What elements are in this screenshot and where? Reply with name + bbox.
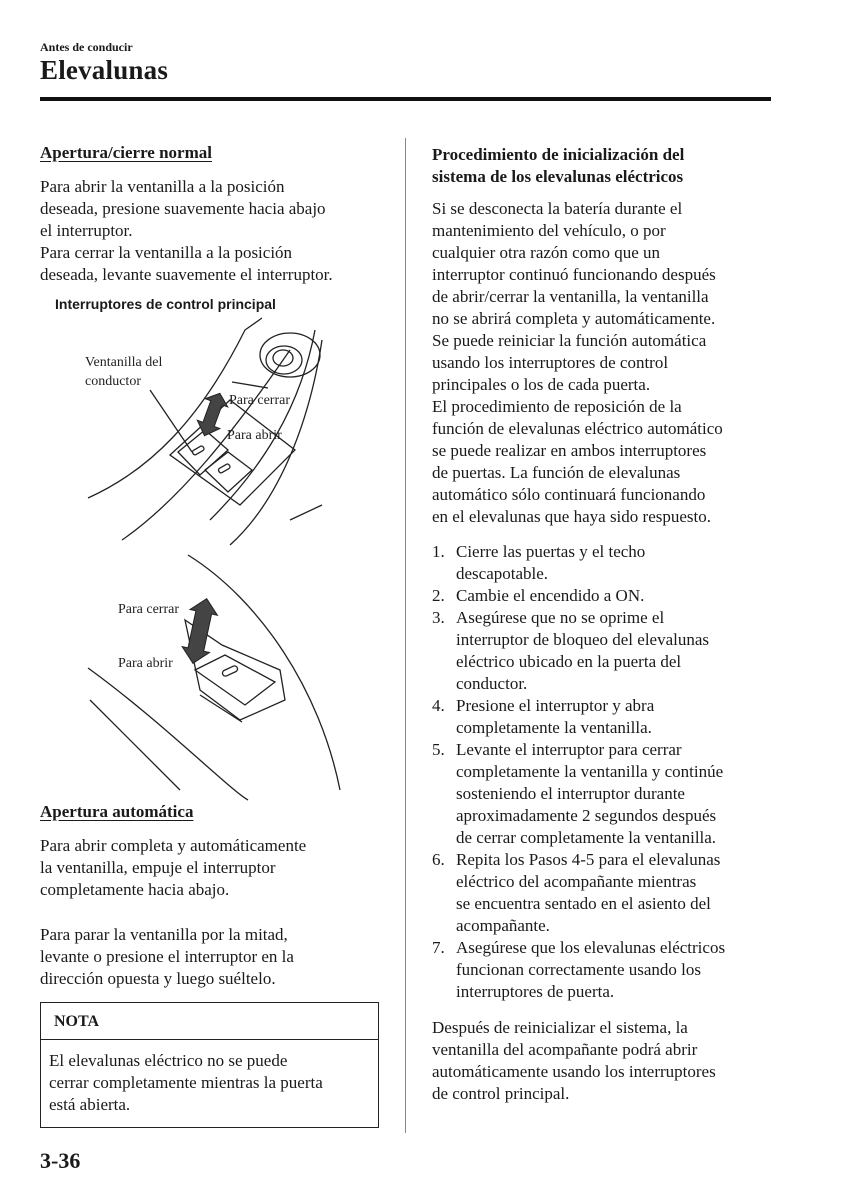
note-box [40, 1002, 379, 1128]
normal-operation-heading: Apertura/cierre normal [40, 143, 212, 162]
section-label: Antes de conducir [40, 40, 133, 54]
label-open-bottom: Para abrir [118, 656, 173, 671]
list-item: 3. Asegúrese que no se oprime el interruptor de bloqueo del elevalunas eléctrico ubicado en la puerta del conductor. [432, 608, 710, 693]
label-driver-window: Ventanilla del conductor [85, 355, 163, 389]
label-close-bottom: Para cerrar [118, 602, 180, 617]
normal-operation-open-text: Para abrir la ventanilla a la posición deseada, presione suavemente hacia abajo el interruptor. [40, 177, 326, 240]
label-open-top: Para abrir [227, 428, 282, 443]
list-item: 1. Cierre las puertas y el techo descapotable. [432, 542, 646, 583]
list-item: 2. Cambie el encendido a ON. [432, 586, 645, 605]
init-steps-list [432, 541, 777, 1003]
list-item: 7. Asegúrese que los elevalunas eléctricos funcionan correctamente usando los interruptores de puerta. [432, 938, 726, 1001]
note-body: El elevalunas eléctrico no se puede cerrar completamente mientras la puerta está abierta. [49, 1051, 323, 1114]
figure-title: Interruptores de control principal [55, 296, 276, 312]
init-procedure-outro: Después de reinicializar el sistema, la ventanilla del acompañante podrá abrir automáticamente usando los interruptores de control principal. [432, 1018, 716, 1103]
list-item: 5. Levante el interruptor para cerrar completamente la ventanilla y continúe sosteniendo el interruptor durante aproximadamente 2 segundos después de cerrar completamente la ventanilla. [432, 740, 724, 847]
list-item: 4. Presione el interruptor y abra completamente la ventanilla. [432, 696, 655, 737]
auto-operation-stop-text: Para parar la ventanilla por la mitad, levante o presione el interruptor en la dirección opuesta y luego suéltelo. [40, 925, 294, 988]
page-title: Elevalunas [40, 55, 169, 85]
list-item: 6. Repita los Pasos 4-5 para el elevalunas eléctrico del acompañante mientras se encuentra sentado en el asiento del acompañante. [432, 850, 721, 935]
init-procedure-intro: Si se desconecta la batería durante el mantenimiento del vehículo, o por cualquier otra razón como que un interruptor continuó funcionando después de abrir/cerrar la ventanilla, la ventanilla no se abrirá completa y automáticamente. Se puede reiniciar la función automática usando los interruptores de control principales o los de cada puerta. El procedimiento de reposición de la función de elevalunas eléctrico automático se puede realizar en ambos interruptores de puertas. La función de elevalunas automático sólo continuará funcionando en el elevalunas que haya sido respuesto. [432, 199, 723, 526]
label-close-top: Para cerrar [229, 393, 291, 408]
normal-operation-close-text: Para cerrar la ventanilla a la posición deseada, levante suavemente el interruptor. [40, 243, 333, 284]
page-number: 3-36 [40, 1148, 81, 1173]
auto-operation-open-text: Para abrir completa y automáticamente la ventanilla, empuje el interruptor completamente hacia abajo. [40, 836, 307, 899]
init-procedure-heading: Procedimiento de inicialización del sistema de los elevalunas eléctricos [432, 145, 685, 186]
note-heading: NOTA [41, 1003, 378, 1040]
auto-operation-heading: Apertura automática [40, 802, 194, 821]
